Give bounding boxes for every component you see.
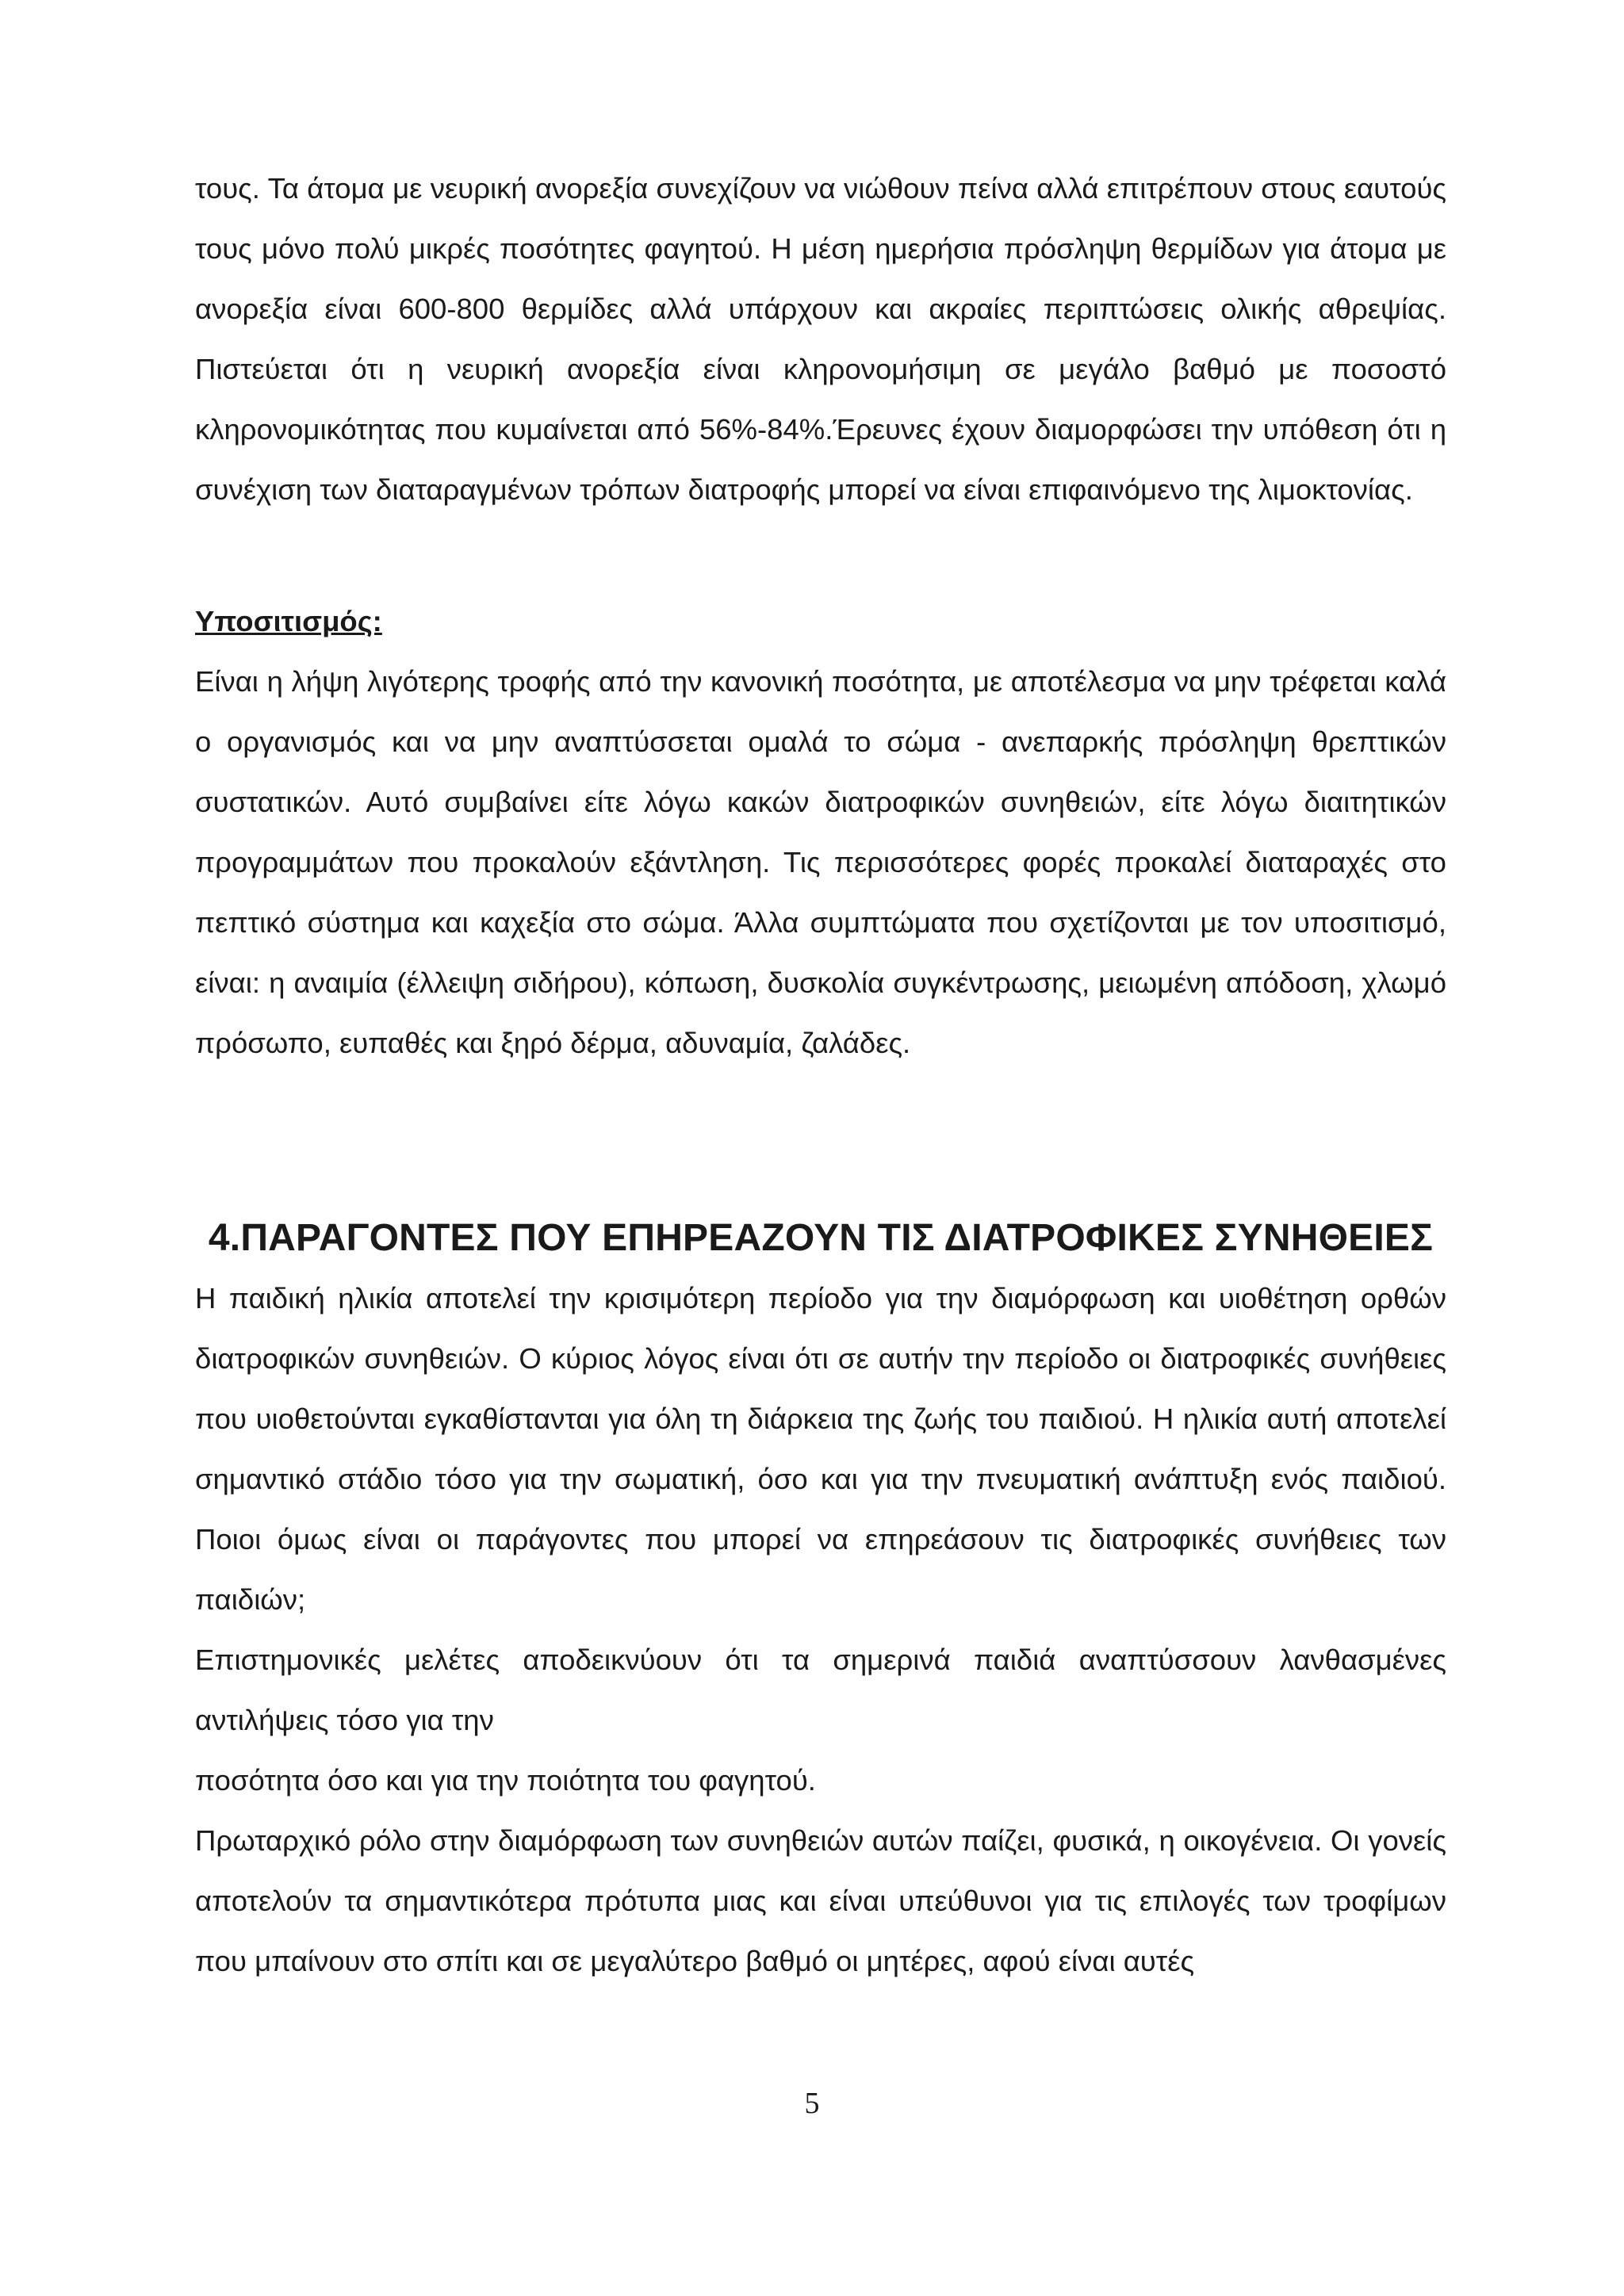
section-heading-undernutrition: Υποσιτισμός: xyxy=(195,605,382,637)
spacer xyxy=(195,520,1446,591)
paragraph-undernutrition: Είναι η λήψη λιγότερης τροφής από την κανονική ποσότητα, με αποτέλεσμα να μην τρέφεται καλά ο οργανισμός και να μην αναπτύσσεται ομαλά το σώμα - ανεπαρκής πρόσληψη θρεπτικών συστατικών. Αυτό συμβαίνει είτε λόγω κακών διατροφικών συνηθειών, είτε λόγω διαιτητικών προγραμμάτων που προκαλούν εξάντληση. Τις περισσότερες φορές προκαλεί διαταραχές στο πεπτικό σύστημα και καχεξία στο σώμα. Άλλα συμπτώματα που σχετίζονται με τον υποσιτισμό, είναι: η αναιμία (έλλειψη σιδήρου), κόπωση, δυσκολία συγκέντρωσης, μειωμένη απόδοση, χλωμό πρόσωπο, ευπαθές και ξηρό δέρμα, αδυναμία, ζαλάδες. xyxy=(195,665,1446,1059)
document-page xyxy=(195,159,1446,1992)
spacer xyxy=(195,1073,1446,1208)
chapter-title: 4.ΠΑΡΑΓΟΝΤΕΣ ΠΟΥ ΕΠΗΡΕΑΖΟΥΝ ΤΙΣ ΔΙΑΤΡΟΦΙΚΕΣ ΣΥΝΗΘΕΙΕΣ xyxy=(208,1217,1434,1259)
paragraph-childhood: Η παιδική ηλικία αποτελεί την κρισιμότερη περίοδο για την διαμόρφωση και υιοθέτηση ορθών διατροφικών συνηθειών. Ο κύριος λόγος είναι ότι σε αυτήν την περίοδο οι διατροφικές συνήθειες που υιοθετούνται εγκαθίστανται για όλη τη διάρκεια της ζωής του παιδιού. Η ηλικία αυτή αποτελεί σημαντικό στάδιο τόσο για την σωματική, όσο και για την πνευματική ανάπτυξη ενός παιδιού. Ποιοι όμως είναι οι παράγοντες που μπορεί να επηρεάσουν τις διατροφικές συνήθειες των παιδιών; xyxy=(195,1282,1446,1616)
paragraph-anorexia: τους. Τα άτομα με νευρική ανορεξία συνεχίζουν να νιώθουν πείνα αλλά επιτρέπουν στους εαυτούς τους μόνο πολύ μικρές ποσότητες φαγητού. Η μέση ημερήσια πρόσληψη θερμίδων για άτομα με ανορεξία είναι 600-800 θερμίδες αλλά υπάρχουν και ακραίες περιπτώσεις ολικής αθρεψίας. Πιστεύεται ότι η νευρική ανορεξία είναι κληρονομήσιμη σε μεγάλο βαθμό με ποσοστό κληρονομικότητας που κυμαίνεται από 56%-84%.Έρευνες έχουν διαμορφώσει την υπόθεση ότι η συνέχιση των διαταραγμένων τρόπων διατροφής μπορεί να είναι επιφαινόμενο της λιμοκτονίας. xyxy=(195,172,1446,506)
paragraph-quantity-quality: ποσότητα όσο και για την ποιότητα του φαγητού. xyxy=(195,1764,816,1797)
page-number: 5 xyxy=(804,2087,820,2120)
paragraph-family: Πρωταρχικό ρόλο στην διαμόρφωση των συνηθειών αυτών παίζει, φυσικά, η οικογένεια. Οι γονείς αποτελούν τα σημαντικότερα πρότυπα μιας και είναι υπεύθυνοι για τις επιλογές των τροφίμων που μπαίνουν στο σπίτι και σε μεγαλύτερο βαθμό οι μητέρες, αφού είναι αυτές xyxy=(195,1824,1446,1977)
paragraph-studies: Επιστημονικές μελέτες αποδεικνύουν ότι τα σημερινά παιδιά αναπτύσσουν λανθασμένες αντιλήψεις τόσο για την xyxy=(195,1644,1446,1736)
